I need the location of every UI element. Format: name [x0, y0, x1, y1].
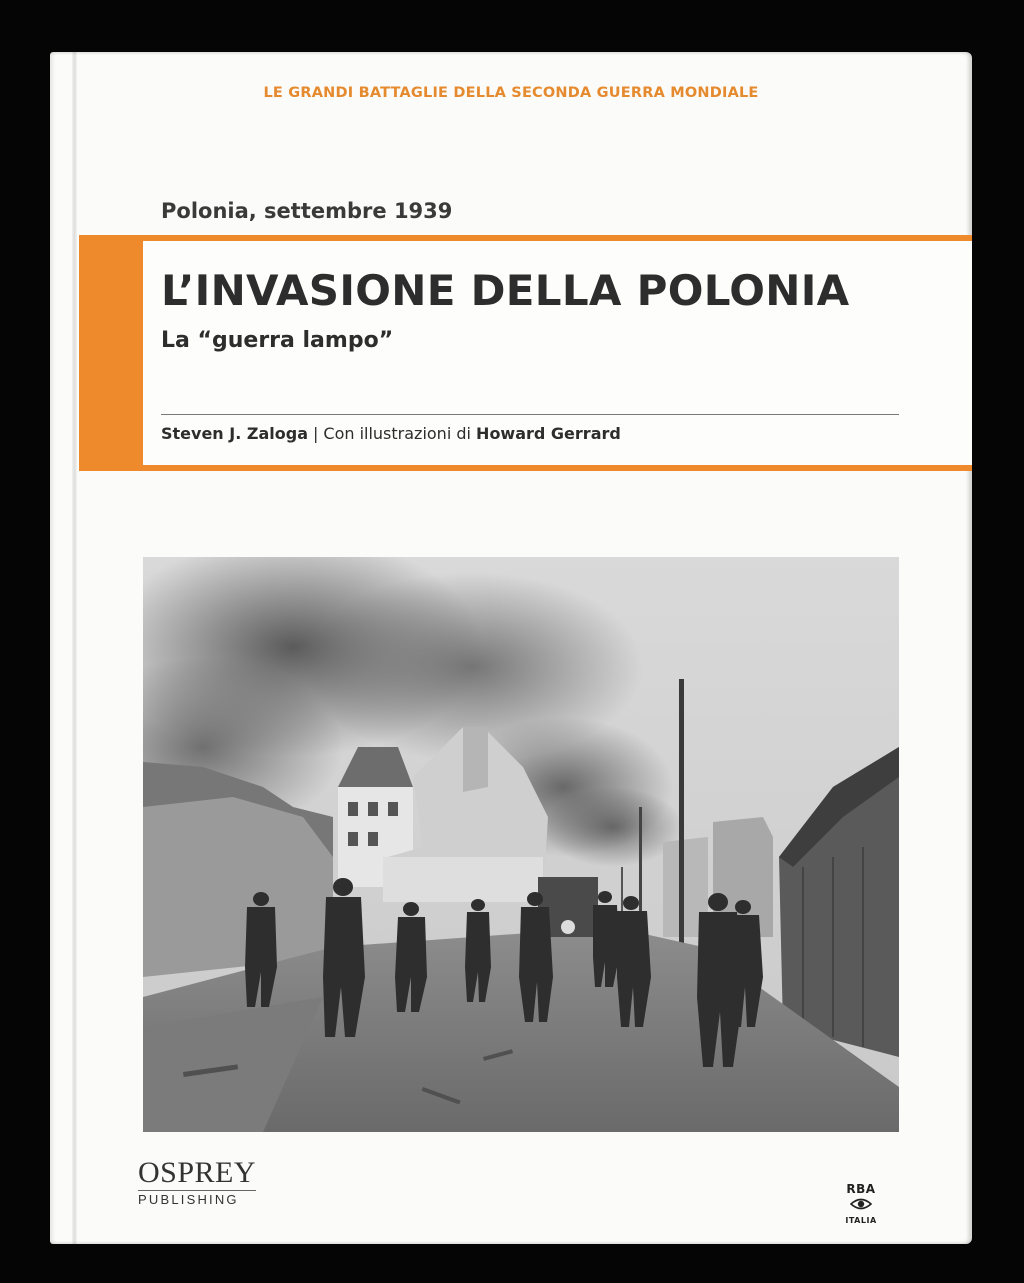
credits-separator: | — [313, 424, 319, 443]
rba-mark: RBA — [846, 1182, 876, 1196]
illustrator-name: Howard Gerrard — [476, 424, 621, 443]
osprey-logo — [138, 1158, 256, 1207]
book-subtitle: La “guerra lampo” — [161, 328, 394, 353]
book-cover — [50, 52, 972, 1244]
cover-photo — [143, 557, 899, 1132]
rba-logo — [841, 1182, 881, 1225]
illustrations-label: Con illustrazioni di — [323, 424, 471, 443]
publisher-sub: PUBLISHING — [138, 1190, 256, 1207]
rba-country: ITALIA — [845, 1216, 877, 1225]
author-name: Steven J. Zaloga — [161, 424, 308, 443]
credits-line — [161, 424, 621, 443]
place-date: Polonia, settembre 1939 — [161, 199, 453, 223]
book-title: L’INVASIONE DELLA POLONIA — [161, 266, 850, 315]
publisher-name: OSPREY — [138, 1156, 257, 1189]
series-title: LE GRANDI BATTAGLIE DELLA SECONDA GUERRA MONDIALE — [263, 85, 759, 101]
war-street-photo — [143, 557, 899, 1132]
eye-icon — [850, 1197, 872, 1211]
title-divider — [161, 414, 899, 415]
cover-hinge — [72, 52, 77, 1244]
